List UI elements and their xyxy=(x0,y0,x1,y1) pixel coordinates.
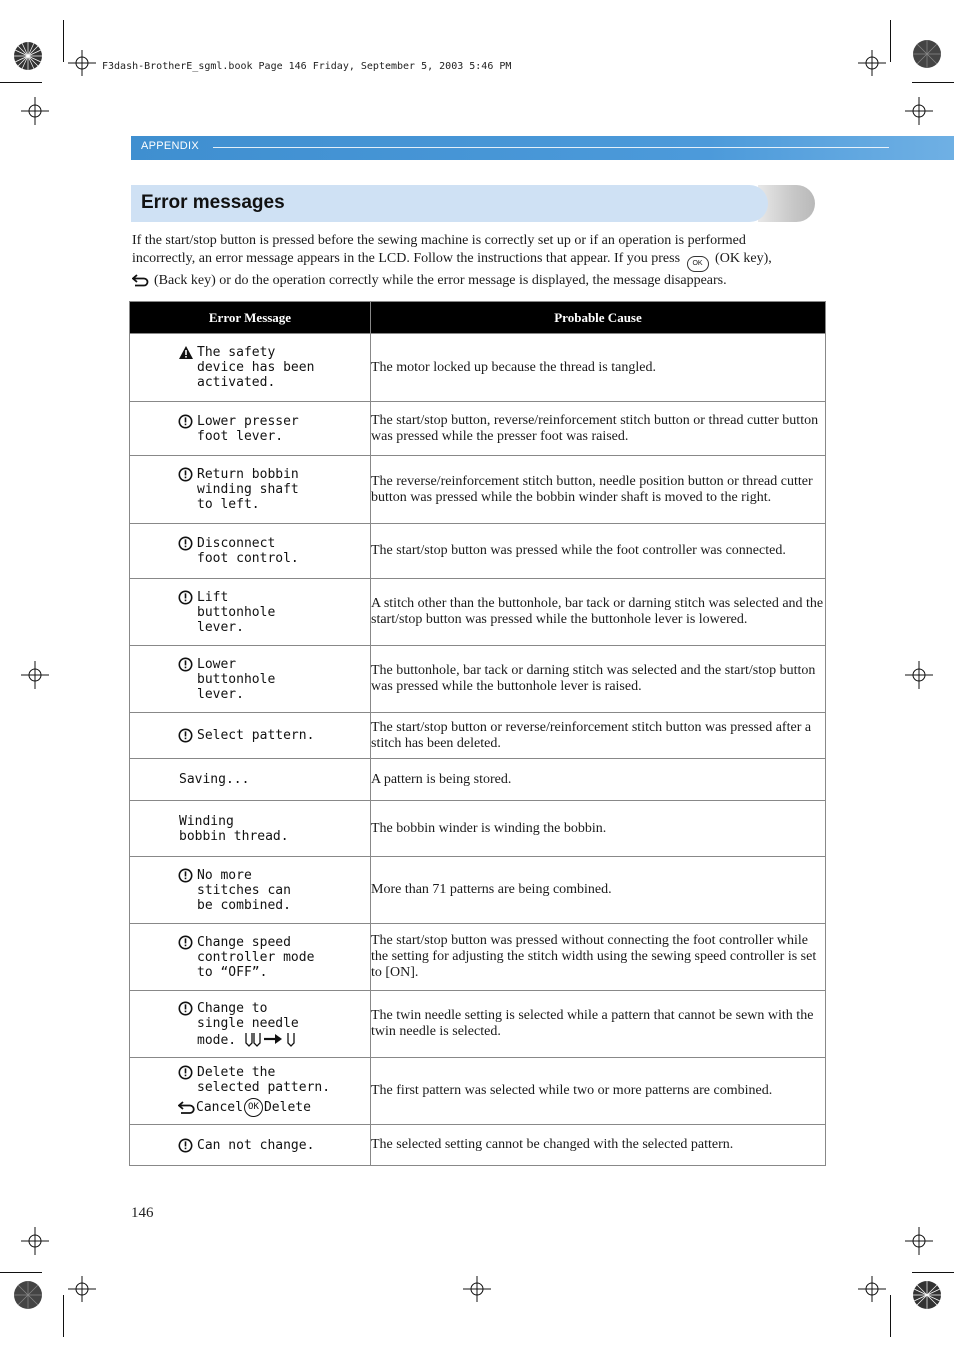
back-key-icon xyxy=(132,273,150,287)
probable-cause-cell: The selected setting cannot be changed with the selected pattern. xyxy=(371,1125,826,1166)
lcd-text-block xyxy=(197,590,275,635)
probable-cause-cell: A pattern is being stored. xyxy=(371,759,826,801)
error-message-cell xyxy=(130,857,371,924)
table-row xyxy=(130,1125,826,1166)
alert-circle-icon xyxy=(178,935,193,950)
alert-circle-icon xyxy=(178,590,193,605)
lcd-text-block xyxy=(197,1138,314,1153)
lcd-message xyxy=(130,345,370,390)
alert-circle-icon xyxy=(178,1065,193,1080)
table-row xyxy=(130,857,826,924)
lcd-text-block xyxy=(197,1001,300,1048)
lcd-message-text: Can not change. xyxy=(197,1137,315,1153)
lcd-message-text: Delete the selected pattern. xyxy=(197,1065,331,1095)
crosshair-mark-bottom-left-side xyxy=(18,1224,52,1258)
crosshair-mark-top-right-side xyxy=(902,94,936,128)
page-title: Error messages xyxy=(141,192,285,213)
twin-to-single-needle-icon xyxy=(236,1033,300,1048)
lcd-message xyxy=(130,772,370,787)
crosshair-mark-mid-left xyxy=(18,658,52,692)
section-bar xyxy=(131,136,954,160)
lcd-message-text: Select pattern. xyxy=(197,728,315,743)
trim-line xyxy=(63,20,64,62)
error-message-cell xyxy=(130,713,371,759)
table-row xyxy=(130,524,826,579)
crosshair-mark-bottom-center xyxy=(457,1274,497,1304)
lcd-message-text: Lower buttonhole lever. xyxy=(197,656,276,702)
lcd-message-text: Lift buttonhole lever. xyxy=(197,589,276,635)
alert-circle-icon xyxy=(178,657,193,672)
lcd-message xyxy=(130,536,370,566)
crosshair-mark-top-left-side xyxy=(18,94,52,128)
probable-cause-cell: The buttonhole, bar tack or darning stitch was selected and the start/stop button was pressed while the buttonhole lever is raised. xyxy=(371,646,826,713)
trim-line xyxy=(0,82,42,83)
intro-line-1: If the start/stop button is pressed before the sewing machine is correctly set up or if an operation is performed xyxy=(132,233,746,248)
lcd-message-text: No more stitches can be combined. xyxy=(197,867,291,913)
lcd-message-text: Change speed controller mode to “OFF”. xyxy=(197,934,315,980)
error-message-cell xyxy=(130,991,371,1058)
lcd-message-text: Winding bobbin thread. xyxy=(179,813,289,844)
probable-cause-cell: The reverse/reinforcement stitch button, needle position button or thread cutter button was pressed while the bobbin winder shaft is moved to the right. xyxy=(371,456,826,524)
intro-line-3 xyxy=(132,272,832,290)
crosshair-mark-bottom-right-inner xyxy=(852,1274,892,1304)
lcd-message xyxy=(130,1001,370,1048)
ok-key-icon: OK xyxy=(687,256,709,272)
alert-circle-icon xyxy=(178,467,193,482)
alert-circle-icon xyxy=(178,1001,193,1016)
lcd-text-block xyxy=(197,536,299,566)
probable-cause-cell: The first pattern was selected while two or more patterns are combined. xyxy=(371,1058,826,1125)
error-message-cell xyxy=(130,1058,371,1125)
lcd-message xyxy=(130,467,370,512)
cancel-label: Cancel xyxy=(196,1100,243,1115)
lcd-message-text: Lower presser foot lever. xyxy=(197,413,299,444)
crosshair-mark-bottom-right-side xyxy=(902,1224,936,1258)
table-row xyxy=(130,924,826,991)
lcd-message xyxy=(130,935,370,980)
lcd-message xyxy=(130,728,370,743)
back-key-icon xyxy=(178,1100,196,1116)
trim-line xyxy=(890,1295,891,1337)
trim-line xyxy=(912,1272,954,1273)
delete-label: Delete xyxy=(263,1100,311,1115)
crosshair-mark-mid-right xyxy=(902,658,936,692)
lcd-message xyxy=(130,1138,370,1153)
lcd-delete-options xyxy=(178,1098,330,1117)
alert-circle-icon xyxy=(178,728,193,743)
intro-line-2 xyxy=(132,250,832,272)
probable-cause-cell: The twin needle setting is selected while a pattern that cannot be sewn with the twin needle is selected. xyxy=(371,991,826,1058)
ok-key-icon: OK xyxy=(244,1098,263,1117)
lcd-message xyxy=(130,1065,370,1117)
probable-cause-cell: The start/stop button was pressed while the foot controller was connected. xyxy=(371,524,826,579)
table-row xyxy=(130,456,826,524)
probable-cause-cell: More than 71 patterns are being combined. xyxy=(371,857,826,924)
error-messages-table xyxy=(129,301,826,1166)
registration-mark-top-right xyxy=(911,38,943,75)
error-message-cell xyxy=(130,456,371,524)
trim-line xyxy=(890,20,891,62)
table-row xyxy=(130,713,826,759)
lcd-text-block xyxy=(197,935,314,980)
probable-cause-cell: The start/stop button was pressed without connecting the foot controller while the setting for adjusting the stitch width using the sewing speed controller is set to [ON]. xyxy=(371,924,826,991)
error-message-cell xyxy=(130,646,371,713)
lcd-text-block xyxy=(197,657,275,702)
intro-line-2a: incorrectly, an error message appears in the LCD. Follow the instructions that appear. If you press xyxy=(132,251,681,266)
section-label: APPENDIX xyxy=(141,140,200,152)
lcd-text-block xyxy=(197,868,291,913)
table-row xyxy=(130,579,826,646)
lcd-message xyxy=(130,590,370,635)
lcd-message-text: Change to single needle mode. xyxy=(197,1000,299,1048)
alert-circle-icon xyxy=(178,536,193,551)
table-row xyxy=(130,1058,826,1125)
probable-cause-cell: The motor locked up because the thread is tangled. xyxy=(371,334,826,402)
registration-mark-bottom-right xyxy=(911,1279,943,1316)
crosshair-mark-top-right-inner xyxy=(852,48,892,78)
lcd-text-block xyxy=(197,345,314,390)
lcd-text-block xyxy=(179,814,289,844)
alert-circle-icon xyxy=(178,868,193,883)
error-message-cell xyxy=(130,924,371,991)
registration-mark-bottom-left xyxy=(12,1279,44,1316)
error-message-cell xyxy=(130,402,371,456)
probable-cause-cell: The start/stop button or reverse/reinforcement stitch button was pressed after a stitch has been deleted. xyxy=(371,713,826,759)
lcd-message-text: Saving... xyxy=(179,772,250,787)
probable-cause-cell: The bobbin winder is winding the bobbin. xyxy=(371,801,826,857)
crosshair-mark-top-left-inner xyxy=(62,48,102,78)
page-number: 146 xyxy=(131,1205,154,1221)
alert-circle-icon xyxy=(178,1138,193,1153)
table-row xyxy=(130,402,826,456)
trim-line xyxy=(912,82,954,83)
alert-circle-icon xyxy=(178,414,193,429)
error-message-cell xyxy=(130,524,371,579)
registration-mark-top-left xyxy=(12,40,44,77)
section-rule xyxy=(213,147,889,148)
crosshair-mark-bottom-left-inner xyxy=(62,1274,102,1304)
table-row xyxy=(130,991,826,1058)
trim-line xyxy=(63,1295,64,1337)
table-row xyxy=(130,334,826,402)
lcd-text-block xyxy=(197,414,299,444)
trim-line xyxy=(0,1272,42,1273)
error-message-cell xyxy=(130,759,371,801)
table-row xyxy=(130,759,826,801)
probable-cause-cell: A stitch other than the buttonhole, bar tack or darning stitch was selected and the start/stop button was pressed while the buttonhole lever is lowered. xyxy=(371,579,826,646)
lcd-message xyxy=(130,414,370,444)
lcd-message-text: Disconnect foot control. xyxy=(197,536,299,566)
lcd-message xyxy=(130,868,370,913)
intro-line-3-text: (Back key) or do the operation correctly while the error message is displayed, the message disappears. xyxy=(154,273,727,288)
file-header: F3dash-BrotherE_sgml.book Page 146 Friday, September 5, 2003 5:46 PM xyxy=(102,61,512,72)
intro-line-2b: (OK key), xyxy=(715,251,772,266)
lcd-text-block xyxy=(179,772,249,787)
lcd-text-block xyxy=(197,467,299,512)
lcd-text-block xyxy=(197,728,314,743)
lcd-message-text: The safety device has been activated. xyxy=(197,345,315,390)
table-header-row xyxy=(130,302,826,334)
error-message-cell xyxy=(130,801,371,857)
lcd-message xyxy=(130,657,370,702)
header-probable-cause: Probable Cause xyxy=(371,302,826,334)
intro-paragraph xyxy=(132,232,832,290)
header-error-message: Error Message xyxy=(130,302,371,334)
error-message-cell xyxy=(130,1125,371,1166)
lcd-text-block xyxy=(197,1065,330,1117)
error-message-cell xyxy=(130,334,371,402)
lcd-message xyxy=(130,814,370,844)
probable-cause-cell: The start/stop button, reverse/reinforcement stitch button or thread cutter button was pressed while the presser foot was raised. xyxy=(371,402,826,456)
warning-icon xyxy=(178,345,193,360)
table-row xyxy=(130,646,826,713)
lcd-message-text: Return bobbin winding shaft to left. xyxy=(197,467,299,512)
table-row xyxy=(130,801,826,857)
error-message-cell xyxy=(130,579,371,646)
